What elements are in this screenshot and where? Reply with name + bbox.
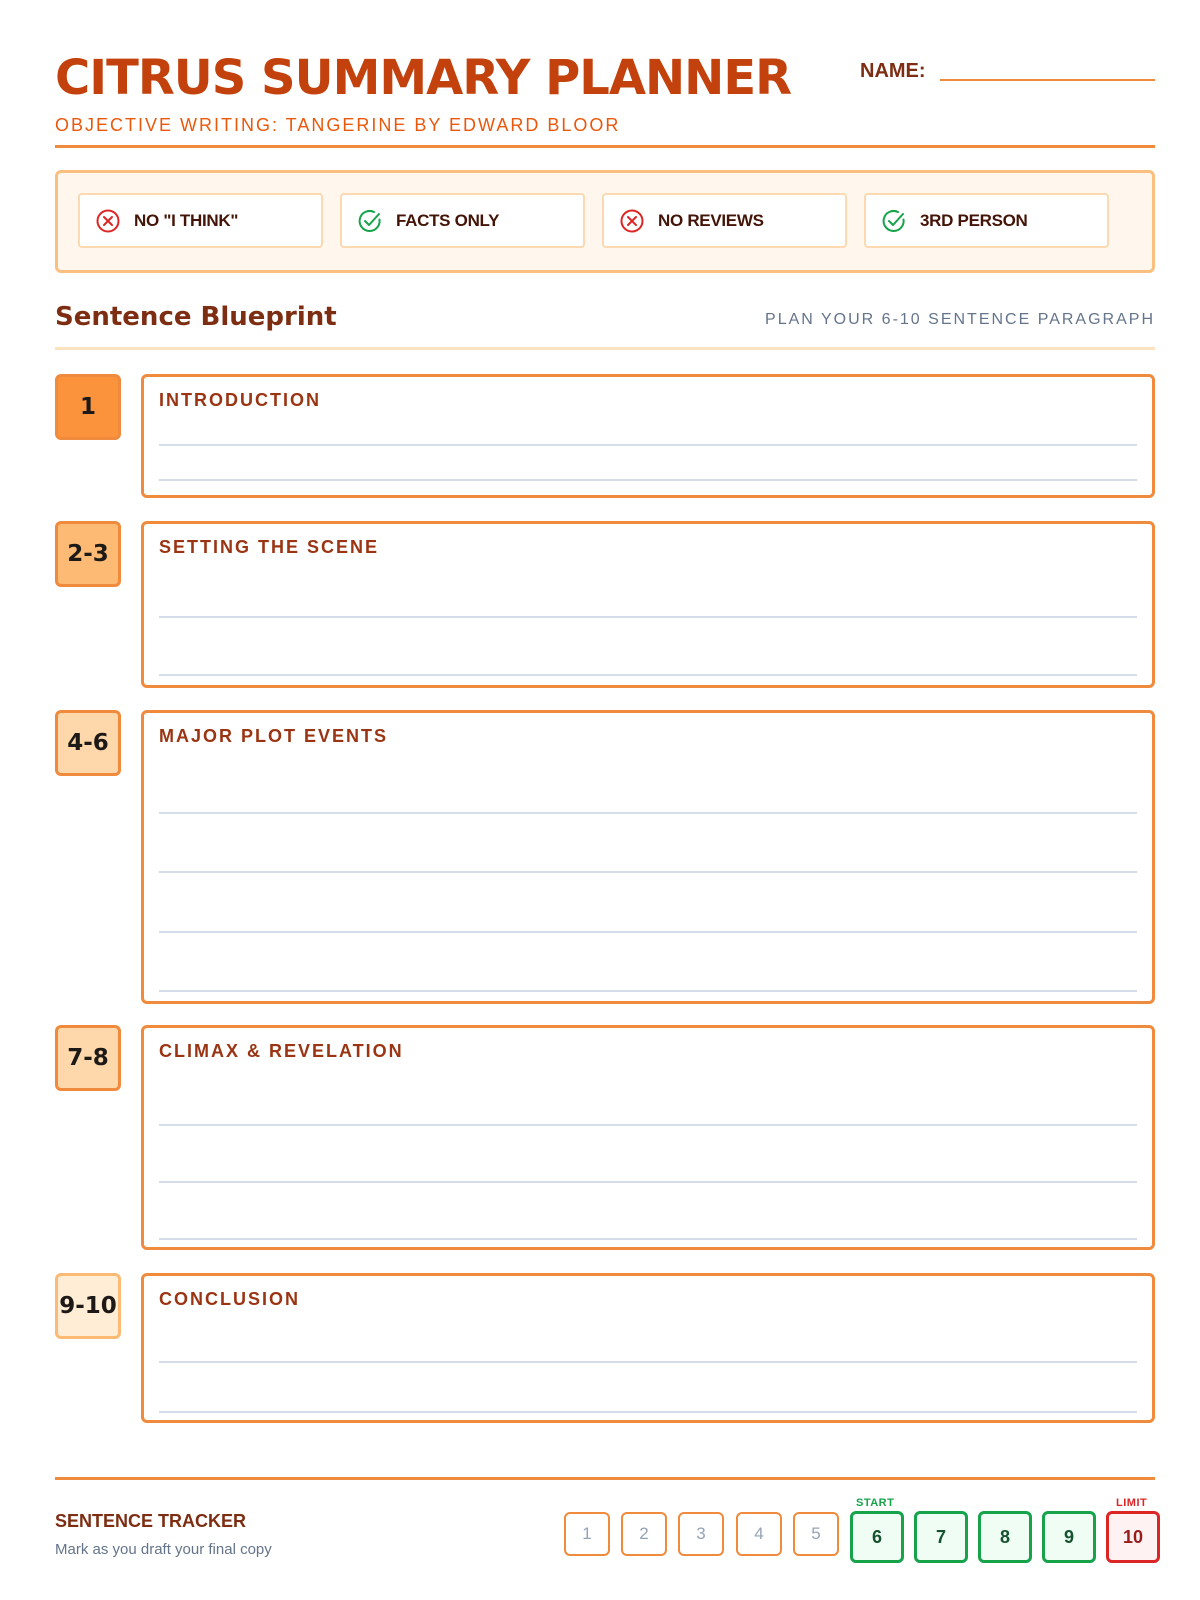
rule-label: NO REVIEWS (658, 210, 764, 230)
name-label: NAME: (860, 60, 926, 82)
section-major-plot-events (141, 710, 1155, 1004)
section-label: CONCLUSION (159, 1289, 300, 1309)
sentence-number-badge: 9-10 (55, 1273, 121, 1339)
tracker-title: SENTENCE TRACKER (55, 1511, 247, 1531)
page-subtitle: OBJECTIVE WRITING: TANGERINE BY EDWARD BLOOR (55, 115, 621, 135)
tracker-box-2[interactable]: 2 (621, 1512, 667, 1556)
blueprint-hint: PLAN YOUR 6-10 SENTENCE PARAGRAPH (765, 311, 1155, 328)
tracker-box-8[interactable]: 8 (978, 1511, 1032, 1563)
section-label: INTRODUCTION (159, 390, 321, 410)
writing-line[interactable] (159, 1361, 1137, 1363)
section-setting-the-scene (141, 521, 1155, 688)
writing-line[interactable] (159, 616, 1137, 618)
tracker-box-3[interactable]: 3 (678, 1512, 724, 1556)
limit-caption: LIMIT (1116, 1497, 1148, 1509)
rule-facts-only (340, 193, 585, 248)
rule-3rd-person (864, 193, 1109, 248)
tracker-box-6[interactable]: 6 (850, 1511, 904, 1563)
writing-line[interactable] (159, 1411, 1137, 1413)
section-label: CLIMAX & REVELATION (159, 1041, 404, 1061)
tracker-box-1[interactable]: 1 (564, 1512, 610, 1556)
section-introduction (141, 374, 1155, 498)
check-circle-icon (880, 207, 908, 235)
sentence-number-badge: 7-8 (55, 1025, 121, 1091)
x-circle-icon (618, 207, 646, 235)
tracker-subtitle: Mark as you draft your final copy (55, 1541, 272, 1558)
rule-label: 3RD PERSON (920, 210, 1028, 230)
writing-line[interactable] (159, 931, 1137, 933)
rule-label: NO "I THINK" (134, 210, 239, 230)
header (55, 50, 1155, 150)
section-label: SETTING THE SCENE (159, 537, 380, 557)
header-divider (55, 145, 1155, 148)
writing-line[interactable] (159, 674, 1137, 676)
blueprint-divider (55, 347, 1155, 350)
rule-no-reviews (602, 193, 847, 248)
page-title: CITRUS SUMMARY PLANNER (55, 50, 792, 106)
blueprint-heading: Sentence Blueprint (55, 302, 337, 332)
writing-line[interactable] (159, 479, 1137, 481)
tracker-box-5[interactable]: 5 (793, 1512, 839, 1556)
writing-line[interactable] (159, 1238, 1137, 1240)
sentence-number-badge: 1 (55, 374, 121, 440)
tracker-box-10[interactable]: 10 (1106, 1511, 1160, 1563)
tracker-box-4[interactable]: 4 (736, 1512, 782, 1556)
tracker-box-9[interactable]: 9 (1042, 1511, 1096, 1563)
check-circle-icon (356, 207, 384, 235)
name-field[interactable] (940, 79, 1155, 81)
writing-line[interactable] (159, 990, 1137, 992)
rule-no-i-think (78, 193, 323, 248)
rule-label: FACTS ONLY (396, 210, 500, 230)
writing-line[interactable] (159, 812, 1137, 814)
writing-line[interactable] (159, 1124, 1137, 1126)
section-label: MAJOR PLOT EVENTS (159, 726, 389, 746)
start-caption: START (856, 1497, 895, 1509)
writing-line[interactable] (159, 1181, 1137, 1183)
sentence-number-badge: 4-6 (55, 710, 121, 776)
tracker-box-7[interactable]: 7 (914, 1511, 968, 1563)
footer-divider (55, 1477, 1155, 1480)
writing-line[interactable] (159, 871, 1137, 873)
section-climax-revelation (141, 1025, 1155, 1250)
section-conclusion (141, 1273, 1155, 1423)
writing-line[interactable] (159, 444, 1137, 446)
sentence-number-badge: 2-3 (55, 521, 121, 587)
x-circle-icon (94, 207, 122, 235)
writing-rules-panel (55, 170, 1155, 273)
